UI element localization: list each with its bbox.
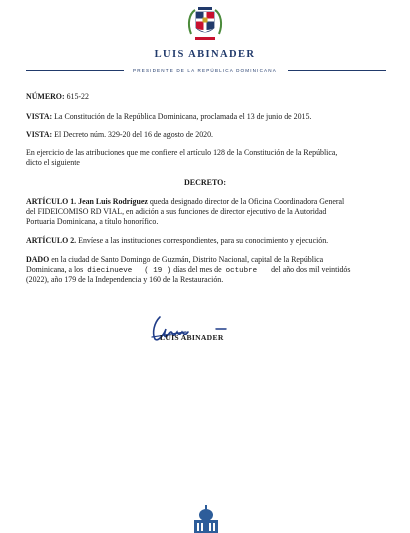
vista-constitucion bbox=[26, 112, 311, 122]
signatory-name: LUIS ABINADER bbox=[160, 333, 224, 342]
articulo-1-line-1 bbox=[26, 197, 344, 207]
decreto-heading: DECRETO: bbox=[183, 178, 227, 187]
dado-day-number: ( 19 ) bbox=[144, 267, 172, 275]
vista-label: VISTA: bbox=[26, 112, 53, 121]
dado-month: octubre bbox=[225, 267, 258, 275]
numero-line bbox=[26, 92, 89, 102]
dado-day-word: diecinueve bbox=[87, 267, 133, 275]
articulo-1-text: queda designado director de la Oficina Coordinadora General bbox=[149, 197, 345, 206]
vista-text: El Decreto núm. 329-20 del 16 de agosto de 2020. bbox=[54, 130, 214, 139]
dado-text-c: del año dos mil veintidós bbox=[271, 265, 351, 274]
national-palace-icon bbox=[186, 503, 226, 533]
preamble-line-2: dicto el siguiente bbox=[26, 158, 80, 167]
designee-name: Jean Luis Rodríguez bbox=[78, 197, 148, 206]
numero-value: 615-22 bbox=[66, 92, 89, 101]
coat-of-arms-icon bbox=[185, 4, 225, 44]
articulo-2-text: Envíese a las instituciones correspondientes, para su conocimiento y ejecución. bbox=[78, 236, 329, 245]
dado-text: en la ciudad de Santo Domingo de Guzmán, Distrito Nacional, capital de la República bbox=[51, 255, 324, 264]
articulo-1-line-3: Portuaria Dominicana, a título honorífico. bbox=[26, 217, 159, 226]
header-name: LUIS ABINADER bbox=[154, 49, 256, 60]
dado-line-1 bbox=[26, 255, 323, 265]
dado-label: DADO bbox=[26, 255, 50, 264]
numero-label: NÚMERO: bbox=[26, 92, 65, 101]
dado-text-a: Dominicana, a los bbox=[26, 265, 84, 274]
vista-text: La Constitución de la República Dominicana, proclamada el 13 de junio de 2015. bbox=[54, 112, 312, 121]
articulo-1-label: ARTÍCULO 1. bbox=[26, 197, 77, 206]
articulo-2-label: ARTÍCULO 2. bbox=[26, 236, 77, 245]
vista-label: VISTA: bbox=[26, 130, 53, 139]
dado-line-3: (2022), año 179 de la Independencia y 160 de la Restauración. bbox=[26, 275, 224, 284]
preamble-line-1: En ejercicio de las atribuciones que me confiere el artículo 128 de la Constitución de la República, bbox=[26, 148, 338, 157]
vista-decreto bbox=[26, 130, 213, 140]
header-subtitle: PRESIDENTE DE LA REPÚBLICA DOMINICANA bbox=[133, 68, 277, 73]
articulo-1-line-2: del FIDEICOMISO RD VIAL, en adición a sus funciones de director ejecutivo de la Autoridad bbox=[26, 207, 327, 216]
dado-text-b: días del mes de bbox=[173, 265, 222, 274]
articulo-2 bbox=[26, 236, 328, 246]
